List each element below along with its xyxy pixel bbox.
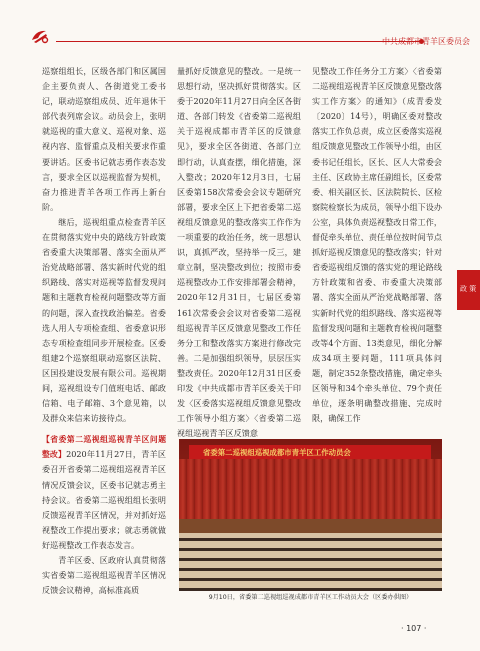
meeting-photo bbox=[179, 439, 442, 591]
text-column-1 bbox=[42, 64, 166, 598]
stage-curtain bbox=[179, 459, 442, 519]
side-section-tab bbox=[457, 270, 480, 310]
section-title: 【省委第二巡视组巡视青羊区问题整改】 bbox=[42, 435, 166, 460]
header-rule bbox=[56, 41, 422, 42]
header-title: 中共成都市青羊区委员会 bbox=[382, 37, 470, 46]
page-header bbox=[0, 0, 480, 44]
party-emblem-icon bbox=[30, 28, 50, 44]
audience-rows bbox=[179, 533, 442, 591]
paragraph: 2020年11月27日，青羊区委召开省委第二巡视组巡视青羊区情况反馈会议，区委书记就志勇主持会议。省委第二巡视组组长张明反馈巡视青羊区情况，并对抓好巡视整改工作提出要求；就志勇就做好巡视整改工作表态发言。 bbox=[42, 449, 166, 550]
page-number: · 107 · bbox=[401, 624, 427, 633]
paragraph: 青羊区委、区政府认真贯彻落实省委第二巡视组巡视青羊区情况反馈会议精神，高标准高质 bbox=[42, 555, 166, 596]
text-column-3 bbox=[312, 64, 442, 426]
photo-banner-text: 省委第二巡视组巡视成都市青羊区工作动员会 bbox=[203, 448, 351, 457]
stage-table bbox=[179, 519, 442, 533]
side-tab-label: 政 策 bbox=[460, 285, 477, 293]
section-title-paragraph bbox=[42, 432, 166, 553]
text-column-2 bbox=[177, 64, 301, 441]
paragraph: 见整改工作任务分工方案〉〈省委第二巡视组巡视青羊区反馈意见整改落实工作方案〉的通知》（成青委发〔2020〕14号），明确区委对整改落实工作负总责，成立区委落实巡视组反馈意见整改工作领导小组，由区委书记任组长，区长、区人大常委会主任、区政协主席任副组长，区委常委、相关副区长、区法院院长、区检察院检察长为成员，领导小组下设办公室，具体负责巡视整改日常工作，督促牵头单位、责任单位按时间节点抓好巡视反馈意见的整改落实；针对省委巡视组反馈的落实党的理论路线方针政策和省委、市委重大决策部署、落实全面从严治党战略部署、落实新时代党的组织路线、落实巡视等监督发现问题和主题教育检视问题整改等4个方面、13类意见，细化分解成34项主要问题，111项具体问题，制定352条整改措施，确定牵头区领导和34个牵头单位、79个责任单位，逐条明确整改措施、完成时限，确保工作 bbox=[312, 66, 442, 424]
paragraph: 量抓好反馈意见的整改。一是统一思想行动，坚决抓好贯彻落实。区委于2020年11月27日向全区各街道、各部门转发《省委第二巡视组关于巡视成都市青羊区的反馈意见》，要求全区各街道、各部门立即行动，认真查摆，细化措施，深入整改；2020年12月3日，七届区委第158次常委会会议专题研究部署，要求全区上下把省委第二巡视组反馈意见的整改落实工作作为一项重要的政治任务，统一思想认识，真抓严改，坚持举一反三，建章立制，坚决整改到位；按照市委巡视整改办工作安排部署会精神，2020年12月31日，七届区委第161次常委会会议对省委第二巡视组巡视青羊区反馈意见整改工作任务分工和整改落实方案进行修改完善。二是加强组织领导，层层压实整改责任。2020年12月31日区委印发《中共成都市青羊区委关于印发〈区委落实巡视组反馈意见整改工作领导小组方案〉〈省委第二巡视组巡视青羊区反馈意 bbox=[177, 66, 301, 439]
photo-banner bbox=[189, 445, 431, 459]
paragraph: 巡察组组长，区级各部门和区属国企主要负责人、各街道党工委书记，联动巡察组成员、近年退休干部代表列席会议。动员会上，张明就巡视的重大意义、巡视对象、巡视内容、监督重点及相关要求作重要讲话。区委书记就志勇作表态发言，要求全区以巡视监督为契机，奋力推进青羊各项工作再上新台阶。 bbox=[42, 66, 166, 212]
photo-caption: 9月10日，省委第二巡视组巡视成都市青羊区工作动员大会（区委办供图） bbox=[208, 594, 413, 601]
paragraph: 继后，巡视组重点检查青羊区在贯彻落实党中央的路线方针政策省委重大决策部署、落实全面从严治党战略部署、落实新时代党的组织路线、落实对巡视等监督发现问题和主题教育检视问题整改等方面的问题，深入查找政治偏差。省委选人用人专项检查组、省委意识形态专项检查组同步开展检查。区委组建2个巡察组联动巡察区法院、区国投建设发展有限公司。巡视期间，巡视组设专门值班电话、邮政信箱、电子邮箱、3个意见箱，以及群众来信来访接待点。 bbox=[42, 216, 166, 424]
